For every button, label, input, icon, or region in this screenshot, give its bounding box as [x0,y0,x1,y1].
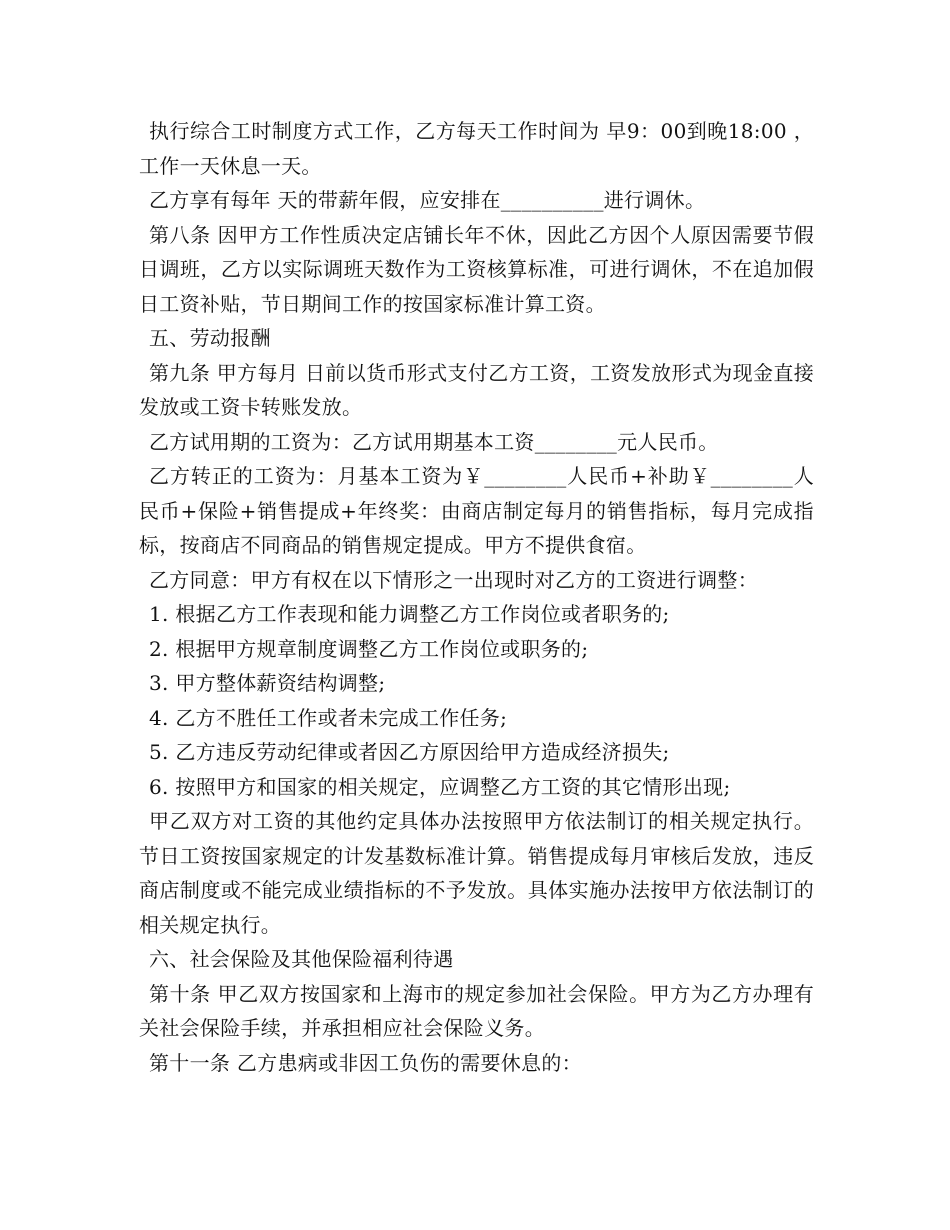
list-item-adjustment-2: 2. 根据甲方规章制度调整乙方工作岗位或职务的; [149,636,589,661]
list-item-adjustment-6: 6. 按照甲方和国家的相关规定，应调整乙方工资的其它情形出现; [149,774,731,799]
section-heading-remuneration: 五、劳动报酬 [149,326,271,350]
paragraph-article-10: 第十条 甲乙双方按国家和上海市的规定参加社会保险。甲方为乙方办理有关社会保险手续，并承担相应社会保险义务。 [139,981,814,1040]
list-item-adjustment-5: 5. 乙方违反劳动纪律或者因乙方原因给甲方造成经济损失; [149,740,670,764]
paragraph-work-hours: 执行综合工时制度方式工作，乙方每天工作时间为 早9：00到晚18:00 ，工作一天休息一天。 [139,119,814,178]
list-item-adjustment-3: 3. 甲方整体薪资结构调整; [149,671,386,695]
paragraph-regular-salary: 乙方转正的工资为：月基本工资为￥________人民币+补助￥________人民币+保险+销售提成+年终奖：由商店制定每月的销售指标，每月完成指标，按商店不同商品的销售规定提成。甲方不提供食宿。 [139,464,814,557]
list-item-adjustment-4: 4. 乙方不胜任工作或者未完成工作任务; [149,705,508,730]
paragraph-annual-leave: 乙方享有每年 天的带薪年假，应安排在__________进行调休。 [149,188,706,212]
paragraph-other-salary-terms: 甲乙双方对工资的其他约定具体办法按照甲方依法制订的相关规定执行。节日工资按国家规定的计发基数标准计算。销售提成每月审核后发放，违反商店制度或不能完成业绩指标的不予发放。具体实施办法按甲方依法制订的相关规定执行。 [139,809,814,937]
section-heading-social-insurance: 六、社会保险及其他保险福利待遇 [149,947,454,971]
paragraph-probation-salary: 乙方试用期的工资为：乙方试用期基本工资________元人民币。 [149,429,719,454]
paragraph-article-8: 第八条 因甲方工作性质决定店铺长年不休，因此乙方因个人原因需要节假日调班，乙方以实际调班天数作为工资核算标准，可进行调休，不在追加假日工资补贴，节日期间工作的按国家标准计算工资。 [139,222,814,316]
document-body [139,114,814,1080]
paragraph-article-11: 第十一条 乙方患病或非因工负伤的需要休息的： [149,1050,582,1075]
paragraph-article-9: 第九条 甲方每月 日前以货币形式支付乙方工资，工资发放形式为现金直接发放或工资卡转账发放。 [139,360,814,419]
paragraph-salary-adjustment: 乙方同意：甲方有权在以下情形之一出现时对乙方的工资进行调整： [149,567,758,592]
list-item-adjustment-1: 1. 根据乙方工作表现和能力调整乙方工作岗位或者职务的; [149,602,670,626]
